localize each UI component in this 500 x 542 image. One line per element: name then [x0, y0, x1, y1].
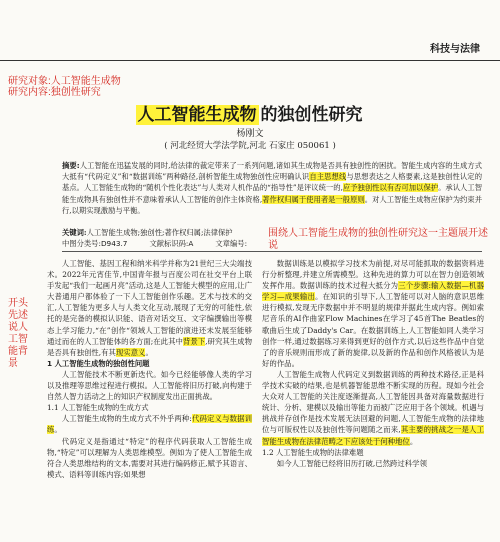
abstract-text: 人工智能在迅猛发展的同时,给法律的裁定带来了一系列问题,诸如其生成物是否具有独创性的困扰。智能生成内容的生成方式大抵有“代码定义”和“数据训练”两种路径,剖析智能生成物独创性应明确认识 [62, 161, 483, 182]
article-author: 杨刚文 [236, 129, 264, 139]
abstract-text: 。对人工智能生成物应保护为约束并行,以期实现激励与平衡。 [62, 194, 483, 215]
article-affiliation: ( 河北经贸大学法学院,河北 石家庄 050061 ) [164, 141, 336, 151]
paragraph: 人工智能、基因工程和纳米科学并称为21世纪三大尖端技术。2022年元宵佳节,中国青年报与百度公司在社交平台上联手发起“我们一起画月亮”活动,这是人工智能大模型的应用,让广大普通用户都体验了一下人工智能创作乐趣。艺术与技术的交汇,人工智能为更多人与人类文化互动,展现了无穷的可能性,依托的是完备的模拟认识能、语音对话交互、文字编撰输出等模态上学习能力,“在”创作“领域人工智能的演进还未发展至能够通过而在的人工智能体的各方面;在此其中背景下,研究其生成物是否具有独创性,有其现实意义。 [47, 259, 252, 357]
keywords-text: 人工智能生成物;独创性;著作权归属;法律保护 [86, 228, 233, 237]
right-column [262, 258, 484, 469]
clc-number: 中图分类号:D943.7 [62, 239, 128, 248]
paragraph: 数据训练是以模拟学习技术为前提,对尽可能抓取的数据资料进行分析整理,并建立所需模型。这种先进的算力可以在智力创造领域发挥作用。数据训练的技术过程大抵分为三个步骤:输入数据—机器学习—成果输出。在知识的引导下,人工智能可以对人脑的意识思维进行模拟,发现无序数据中并不明显的规律并据此生成内容。例如索尼音乐的AI作曲家Flow Machines在学习了45首The Beatles的歌曲后生成了Daddy's Car。在数据训练上,人工智能如同人类学习创作一样,通过数据练习来得到更好的创作方式,以后这些作品中自觉了的音乐规则而形成了新的旋律,以及新的作品和创作风格被认为是好的作品。 [262, 259, 484, 368]
doc-code: 文献标识码:A [149, 239, 194, 248]
annotation-theme: 围绕人工智能生成物的独创性研究这一主题展开述说 [268, 228, 488, 251]
paragraph: 人工智能生成物人代码定义到数据训练的两种技术路径,正是科学技术实破的结果,也是机器智能思维不断实现的历程。现如今社会大众对人工智能的关注度逐渐提高,人工智能因具备对海量数据进行统计、分析、建模以及输出等能力而被广泛应用于各个领域。机遇与挑战并存创作是技术发展无法回避的问题,人工智能生成物的法律地位与可版权性以及独创性等问题随之而来,其主要的挑战之一是人工智能生成物在法律范畴之下应该处于何种地位。 [262, 369, 484, 446]
abstract-highlight-2: 应予独创性以有否可加以保护 [342, 183, 439, 193]
abstract-text: 与思想表达之人格要素,这是独创性认定的基点。人工智能生成物的“随机个性化表达”与人类对人机作品的“指导性”是评议统一的, [62, 172, 482, 193]
keywords-label: 关键词: [62, 228, 87, 237]
title-rest: 的独创性研究 [260, 105, 363, 125]
title-highlight: 人工智能生成物 [137, 105, 257, 125]
highlight-methods: 代码定义与数据训练 [47, 414, 252, 435]
highlight-challenge: 其主要的挑战之一是人工智能生成物在法律范畴之下应该处于何种地位 [262, 425, 484, 446]
highlight-significance: 现实意义 [115, 347, 146, 357]
paragraph: 人工智能技术不断更新迭代。如今已经能够像人类的学习以及推理等思维过程进行模拟。人工智能将旧历打破,向构建于自然人智力活动之上的知识产权制度发出正面挑战。 [47, 369, 252, 402]
subsection-heading: 1.2 人工智能生成物的法律难题 [262, 447, 364, 457]
abstract-highlight-1: 自主思想线 [309, 172, 347, 182]
journal-name: 科技与法律 [430, 44, 480, 55]
header-rule [0, 60, 500, 61]
annotation-research-subject [8, 76, 121, 98]
section-heading: 1 人工智能生成物的独创性问题 [47, 358, 150, 368]
left-column [47, 258, 252, 480]
highlight-steps: 三个步骤:输入数据—机器学习—成果输出 [262, 281, 484, 302]
subsection-heading: 1.1 人工智能生成物的生成方式 [47, 403, 149, 413]
annotation-line-object: 研究对象:人工智能生成物 [8, 76, 121, 87]
paragraph: 如今人工智能已经将旧历打破,已然跨过科学领 [276, 458, 427, 468]
paragraph: 代码定义是指通过“特定”的程序代码获取人工智能生成物,“特定”可以理解为人类思维模型。例如为了使人工智能生成符合人类思维结构的文本,需要对其进行编码修正,赋予其语言、模式、语料等训练内容;如果想 [47, 436, 252, 479]
annotation-background: 开头先述说人工智能背景 [8, 298, 28, 369]
abstract-label: 摘要: [62, 161, 80, 170]
highlight-background: 背景下 [182, 336, 206, 346]
abstract-highlight-3: 著作权归属于使用者是一般原则 [262, 194, 365, 204]
article-title [0, 100, 500, 125]
article-number: 文章编号: [215, 239, 248, 248]
abstract [62, 160, 482, 216]
annotation-line-content: 研究内容:独创性研究 [8, 87, 101, 98]
abstract-text: 。承认人工智能生成物具有独创性并不意味着承认人工智能的创作主体资格, [62, 183, 482, 204]
paragraph: 人工智能生成物的生成方式不外乎两种:代码定义与数据训练。 [47, 414, 252, 435]
